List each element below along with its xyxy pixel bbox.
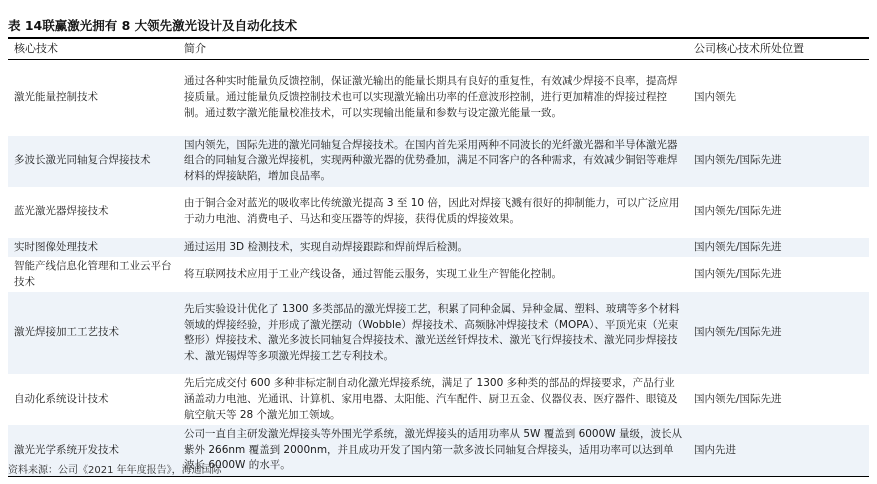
row-position: 国内领先/国际先进 xyxy=(694,267,782,280)
row-description: 公司一直自主研发激光焊接头等外围光学系统，激光焊接头的适用功率从 5W 覆盖到 6000W 量级，波长从紫外 266nm 覆盖到 2000nm，并且成功开发了国内第一款多波长同轴复合焊接头，适用功率可以达到单波长 6000W 的水平。 xyxy=(178,425,688,476)
row-tech-name: 自动化系统设计技术 xyxy=(14,392,109,405)
row-position: 国内领先/国际先进 xyxy=(688,238,869,258)
table-row xyxy=(8,374,869,425)
row-tech-name: 蓝光激光器焊接技术 xyxy=(14,205,109,218)
row-description: 由于铜合金对蓝光的吸收率比传统激光提高 3 至 10 倍，因此对焊接飞溅有很好的抑制能力，可以广泛应用于动力电池、消费电子、马达和变压器等的焊接，获得优质的焊接效果。 xyxy=(184,197,680,225)
row-description: 国内领先，国际先进的激光同轴复合焊接技术。在国内首先采用两种不同波长的光纤激光器和半导体激光器组合的同轴复合激光焊接机，实现两种激光器的优势叠加，满足不同客户的各种需求，有效减少铜铝等难焊材料的焊接缺陷，增加良品率。 xyxy=(178,136,688,187)
table-row xyxy=(8,257,869,292)
header-intro: 简介 xyxy=(178,39,688,60)
header-row xyxy=(8,39,869,60)
row-tech-name: 激光能量控制技术 xyxy=(14,90,98,103)
table-row xyxy=(8,292,869,374)
row-description: 将互联网技术应用于工业产线设备，通过智能云服务，实现工业生产智能化控制。 xyxy=(184,267,562,280)
row-tech-name: 多波长激光同轴复合焊接技术 xyxy=(8,136,178,187)
table-row xyxy=(8,238,869,258)
row-position: 国内领先/国际先进 xyxy=(688,136,869,187)
table-title: 表 14联赢激光拥有 8 大领先激光设计及自动化技术 xyxy=(8,18,298,33)
header-position: 公司核心技术所处位置 xyxy=(688,39,869,60)
row-description: 先后实验设计优化了 1300 多类部品的激光焊接工艺，积累了同种金属、异种金属、塑料、玻璃等多个材料领域的焊接经验，并形成了激光摆动（Wobble）焊接技术、高频脉冲焊接技术（MOPA）、平顶光束（光束整形）焊接技术、激光多波长同轴复合焊接技术、激光送丝钎焊技术、激光飞行焊接技术、激光同步焊接技术、激光锡焊等多项激光焊接工艺专利技术。 xyxy=(178,292,688,374)
row-tech-name: 智能产线信息化管理和工业云平台技术 xyxy=(14,260,172,288)
row-description: 先后完成交付 600 多种非标定制自动化激光焊接系统，满足了 1300 多种类的部品的焊接要求，产品行业涵盖动力电池、光通讯、计算机、家用电器、太阳能、汽车配件、厨卫五金、仪器仪表、医疗器件、眼镜及航空航天等 28 个激光加工领域。 xyxy=(184,377,678,421)
row-position: 国内先进 xyxy=(688,425,869,476)
table-row xyxy=(8,136,869,187)
header-core-tech: 核心技术 xyxy=(8,39,178,60)
row-tech-name: 激光光学系统开发技术 xyxy=(8,425,178,476)
source-note: 资料来源：公司《2021 年年度报告》，海通国际 xyxy=(8,465,222,476)
row-description: 通过运用 3D 检测技术，实现自动焊接跟踪和焊前焊后检测。 xyxy=(178,238,688,258)
row-position: 国内领先 xyxy=(694,90,736,103)
row-tech-name: 激光焊接加工工艺技术 xyxy=(8,292,178,374)
row-position: 国内领先/国际先进 xyxy=(694,392,782,405)
row-position: 国内领先/国际先进 xyxy=(688,292,869,374)
table-row xyxy=(8,60,869,136)
row-tech-name: 实时图像处理技术 xyxy=(8,238,178,258)
row-description: 通过各种实时能量负反馈控制，保证激光输出的能量长期具有良好的重复性，有效减少焊接不良率，提高焊接质量。通过能量负反馈控制技术也可以实现激光输出功率的任意波形控制，进行更加精准的焊接过程控制。通过数字激光能量校准技术，可以实现输出能量和参数与设定激光能量一致。 xyxy=(184,75,678,119)
table-row xyxy=(8,187,869,238)
row-position: 国内领先/国际先进 xyxy=(694,205,782,218)
tech-table xyxy=(8,39,869,477)
